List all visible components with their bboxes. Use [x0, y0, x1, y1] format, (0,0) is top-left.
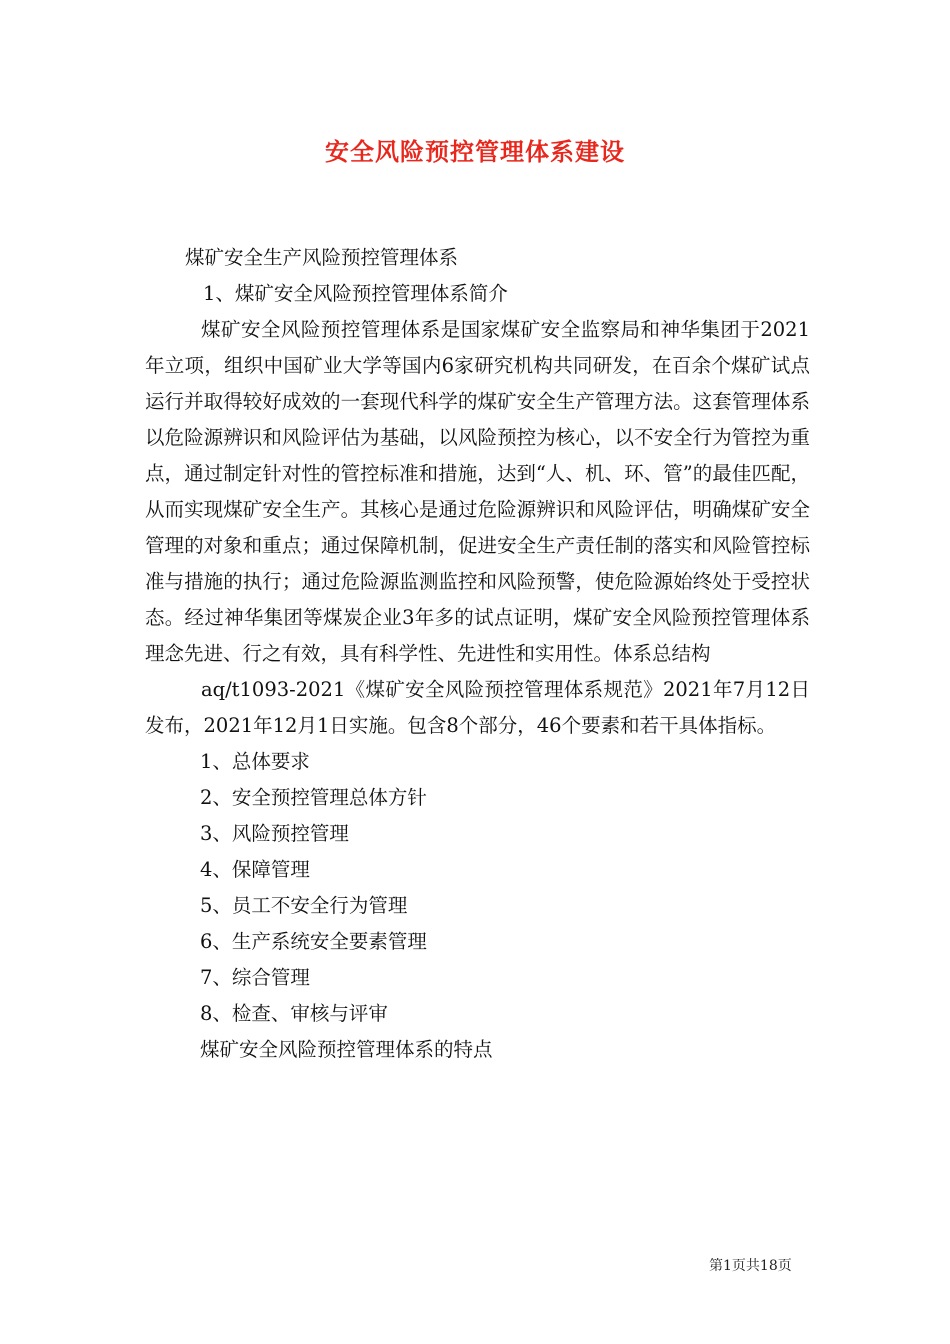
list-item: 2、安全预控管理总体方针 [200, 786, 427, 809]
intro-paragraph: 煤矿安全风险预控管理体系是国家煤矿安全监察局和神华集团于2021年立项，组织中国矿业大学等国内6家研究机构共同研发，在百余个煤矿试点运行并取得较好成效的一套现代科学的煤矿安全生产管理方法。这套管理体系以危险源辨识和风险评估为基础，以风险预控为核心，以不安全行为管控为重点，通过制定针对性的管控标准和措施，达到“人、机、环、管”的最佳匹配，从而实现煤矿安全生产。其核心是通过危险源辨识和风险评估，明确煤矿安全管理的对象和重点；通过保障机制，促进安全生产责任制的落实和风险管控标准与措施的执行；通过危险源监测监控和风险预警，使危险源始终处于受控状态。经过神华集团等煤炭企业3年多的试点证明，煤矿安全风险预控管理体系理念先进、行之有效，具有科学性、先进性和实用性。体系总结构 [145, 318, 810, 665]
page-number: 第1页共18页 [709, 1258, 792, 1274]
list-item: 4、保障管理 [200, 858, 310, 881]
document-title: 安全风险预控管理体系建设 [325, 137, 625, 166]
list-item: 3、风险预控管理 [200, 822, 349, 845]
list-item: 6、生产系统安全要素管理 [200, 930, 427, 953]
list-item: 7、综合管理 [200, 966, 310, 989]
list-item: 8、检查、审核与评审 [200, 1002, 388, 1025]
standard-paragraph: aq/t1093-2021《煤矿安全风险预控管理体系规范》2021年7月12日发布，2021年12月1日实施。包含8个部分，46个要素和若干具体指标。 [145, 678, 810, 737]
document-body [145, 240, 810, 1068]
section-heading: 煤矿安全生产风险预控管理体系 [185, 246, 459, 269]
subsection-heading: 1、煤矿安全风险预控管理体系简介 [203, 282, 508, 305]
list-item: 1、总体要求 [200, 750, 310, 773]
list-item: 5、员工不安全行为管理 [200, 894, 408, 917]
features-heading: 煤矿安全风险预控管理体系的特点 [200, 1038, 493, 1061]
